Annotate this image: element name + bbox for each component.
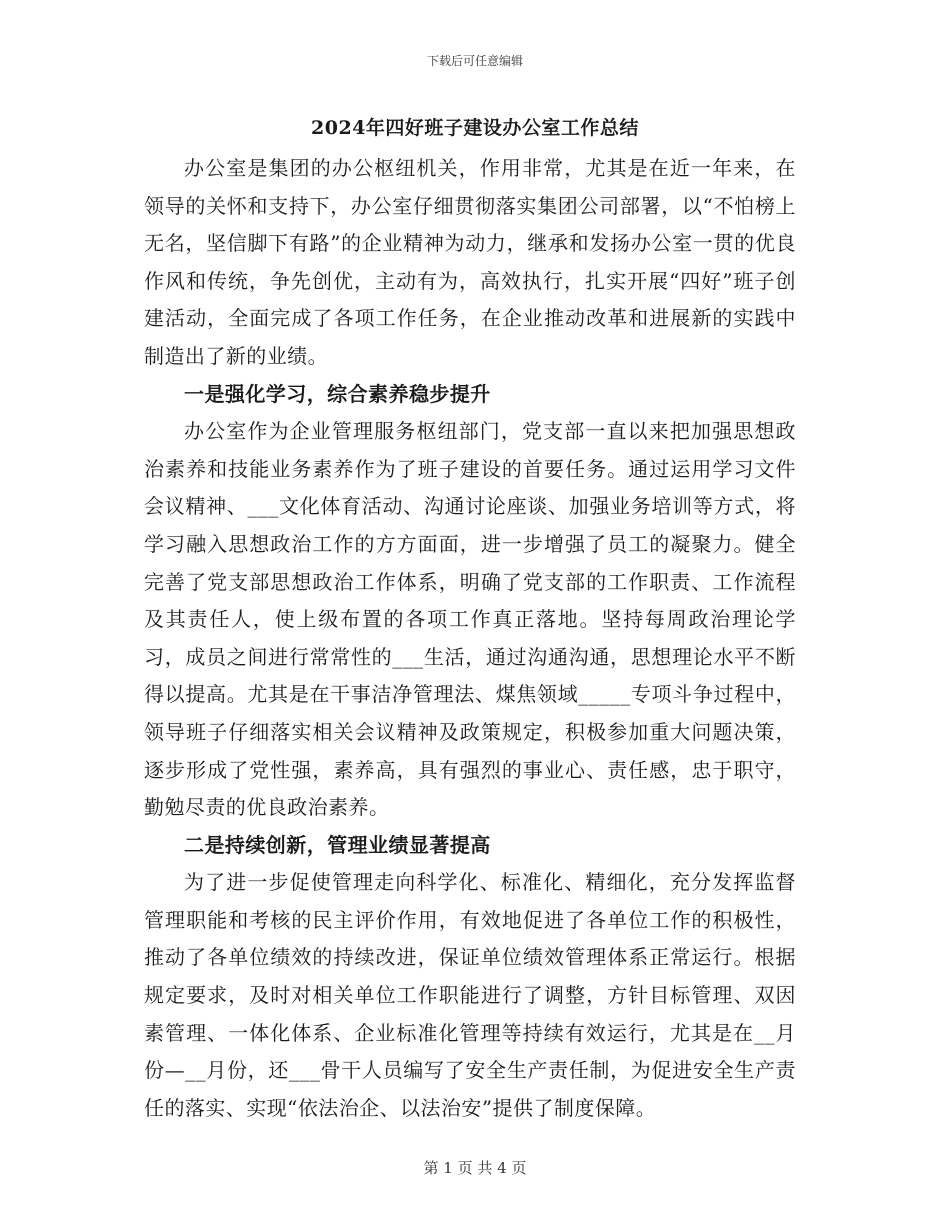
section-heading-1: 一是强化学习，综合素养稳步提升: [184, 381, 491, 406]
page-number: 第 1 页 共 4 页: [423, 1159, 527, 1177]
section-body-2: 为了进一步促使管理走向科学化、标准化、精细化，充分发挥监督管理职能和考核的民主评价作用，有效地促进了各单位工作的积极性，推动了各单位绩效的持续改进，保证单位绩效管理体系正常运行。根据规定要求，及时对相关单位工作职能进行了调整，方针目标管理、双因素管理、一体化体系、企业标准化管理等持续有效运行，尤其是在__月份—__月份，还___骨干人员编写了安全生产责任制，为促进安全生产责任的落实、实现“依法治企、以法治安”提供了制度保障。: [144, 870, 796, 1120]
section-heading-2: 二是持续创新，管理业绩显著提高: [184, 832, 491, 857]
document-title: 2024年四好班子建设办公室工作总结: [311, 117, 639, 139]
page-header-note: 下载后可任意编辑: [426, 54, 523, 68]
section-body-1: 办公室作为企业管理服务枢纽部门，党支部一直以来把加强思想政治素养和技能业务素养作为了班子建设的首要任务。通过运用学习文件会议精神、___文化体育活动、沟通讨论座谈、加强业务培训等方式，将学习融入思想政治工作的方方面面，进一步增强了员工的凝聚力。健全完善了党支部思想政治工作体系，明确了党支部的工作职责、工作流程及其责任人，使上级布置的各项工作真正落地。坚持每周政治理论学习，成员之间进行常常性的___生活，通过沟通沟通，思想理论水平不断得以提高。尤其是在干事洁净管理法、煤焦领域_____专项斗争过程中，领导班子仔细落实相关会议精神及政策规定，积极参加重大问题决策，逐步形成了党性强，素养高，具有强烈的事业心、责任感，忠于职守，勤勉尽责的优良政治素养。: [144, 419, 796, 820]
intro-paragraph: 办公室是集团的办公枢纽机关，作用非常，尤其是在近一年来，在领导的关怀和支持下，办公室仔细贯彻落实集团公司部署，以“不怕榜上无名，坚信脚下有路”的企业精神为动力，继承和发扬办公室一贯的优良作风和传统，争先创优，主动有为，高效执行，扎实开展“四好”班子创建活动，全面完成了各项工作任务，在企业推动改革和进展新的实践中制造出了新的业绩。: [144, 156, 796, 368]
document-body: [144, 150, 796, 1127]
